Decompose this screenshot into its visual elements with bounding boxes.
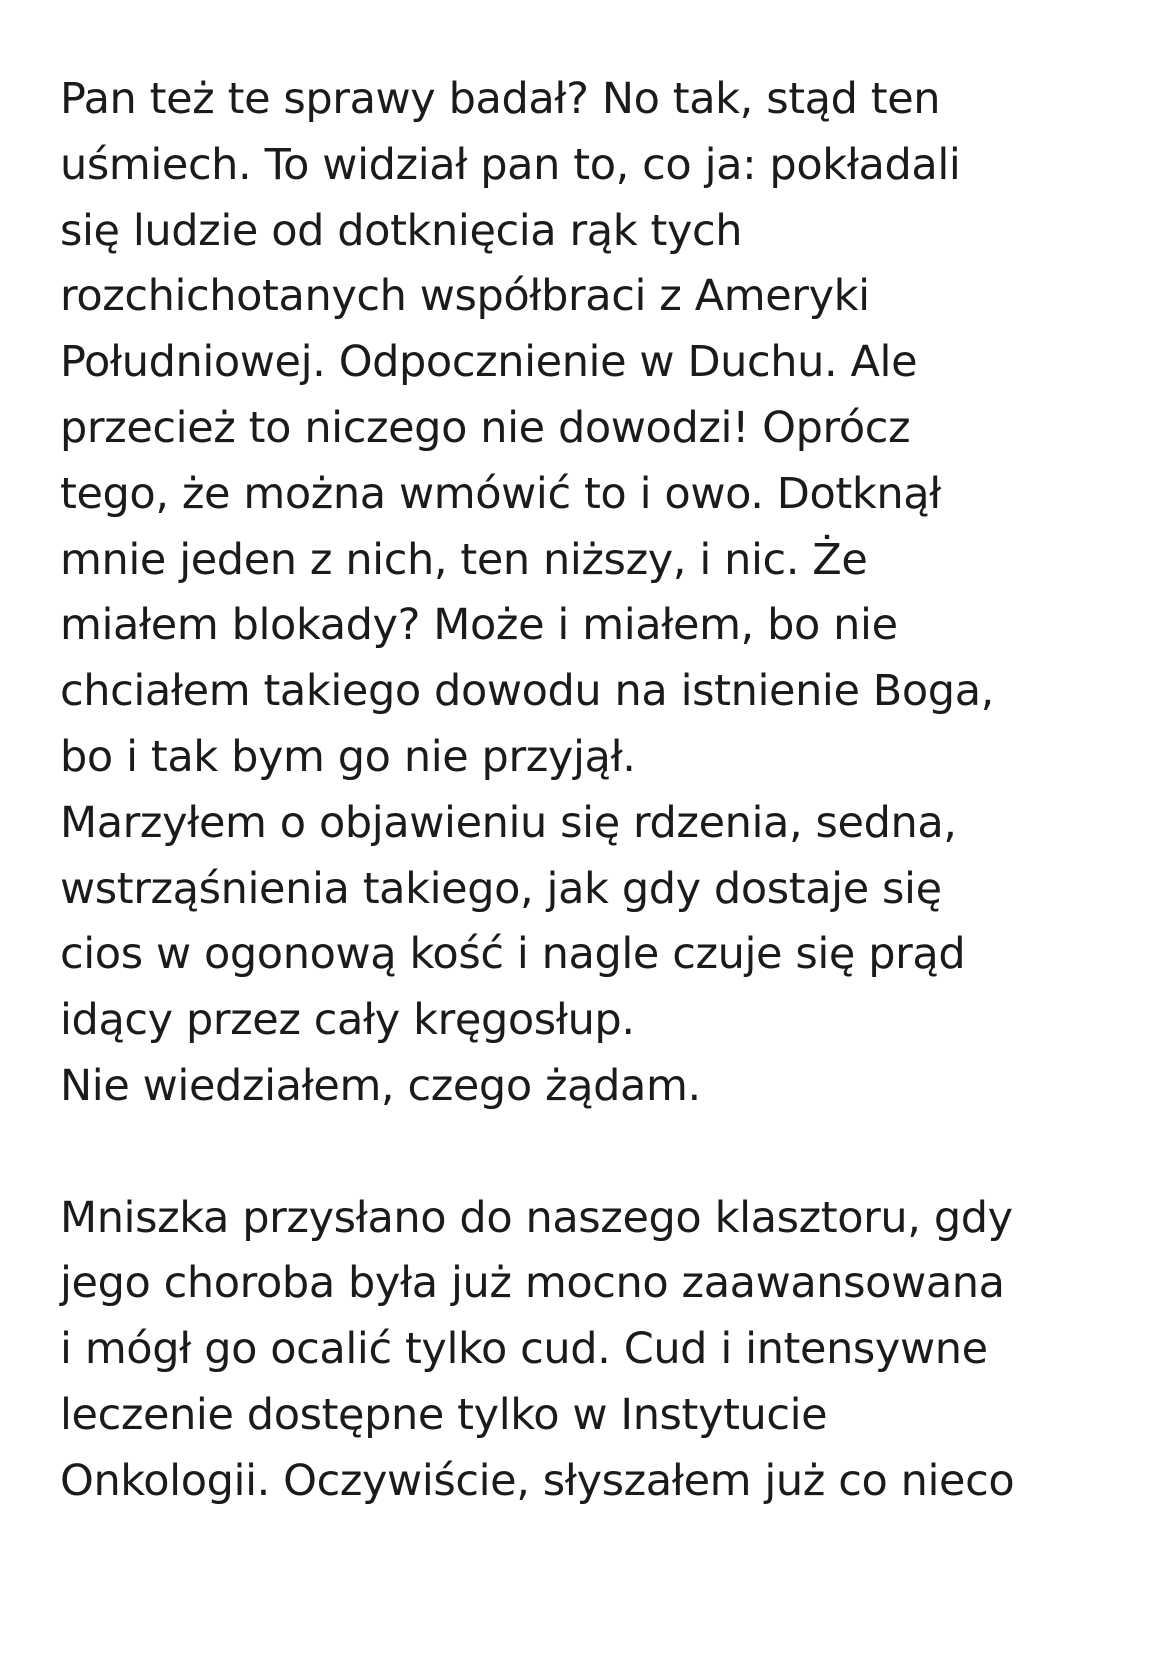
text-line: cios w ogonową kość i nagle czuje się prąd	[60, 929, 966, 980]
text-line: miałem blokady? Może i miałem, bo nie	[60, 600, 898, 651]
text-line: idący przez cały kręgosłup.	[60, 995, 635, 1046]
text-line: Pan też te sprawy badał? No tak, stąd ten	[60, 74, 941, 124]
text-line: Onkologii. Oczywiście, słyszałem już co nieco	[60, 1455, 1015, 1506]
text-line: przecież to niczego nie dowodzi! Oprócz	[60, 402, 911, 453]
text-line: i mógł go ocalić tylko cud. Cud i intensywne	[60, 1324, 988, 1375]
text-line: bo i tak bym go nie przyjął.	[60, 731, 636, 782]
document-text	[60, 67, 1140, 1515]
text-line: wstrząśnienia takiego, jak gdy dostaje się	[60, 863, 942, 914]
paragraph-4	[60, 1186, 1140, 1515]
text-line: rozchichotanych współbraci z Ameryki	[60, 271, 870, 322]
text-line: tego, że można wmówić to i owo. Dotknął	[60, 468, 941, 519]
text-line: się ludzie od dotknięcia rąk tych	[60, 205, 743, 256]
text-line: Nie wiedziałem, czego żądam.	[60, 1060, 701, 1111]
text-line: chciałem takiego dowodu na istnienie Boga,	[60, 666, 994, 717]
text-line: Południowej. Odpocznienie w Duchu. Ale	[60, 337, 918, 388]
text-line: jego choroba była już mocno zaawansowana	[60, 1258, 1005, 1309]
paragraph-spacer	[60, 1120, 1140, 1186]
text-line: Marzyłem o objawieniu się rdzenia, sedna,	[60, 797, 957, 848]
paragraph-3	[60, 1054, 1140, 1120]
paragraph-1	[60, 67, 1140, 791]
text-line: uśmiech. To widział pan to, co ja: pokładali	[60, 139, 961, 190]
paragraph-2	[60, 791, 1140, 1054]
text-line: Mniszka przysłano do naszego klasztoru, gdy	[60, 1192, 1013, 1243]
text-line: leczenie dostępne tylko w Instytucie	[60, 1389, 828, 1440]
text-line: mnie jeden z nich, ten niższy, i nic. Że	[60, 534, 868, 585]
